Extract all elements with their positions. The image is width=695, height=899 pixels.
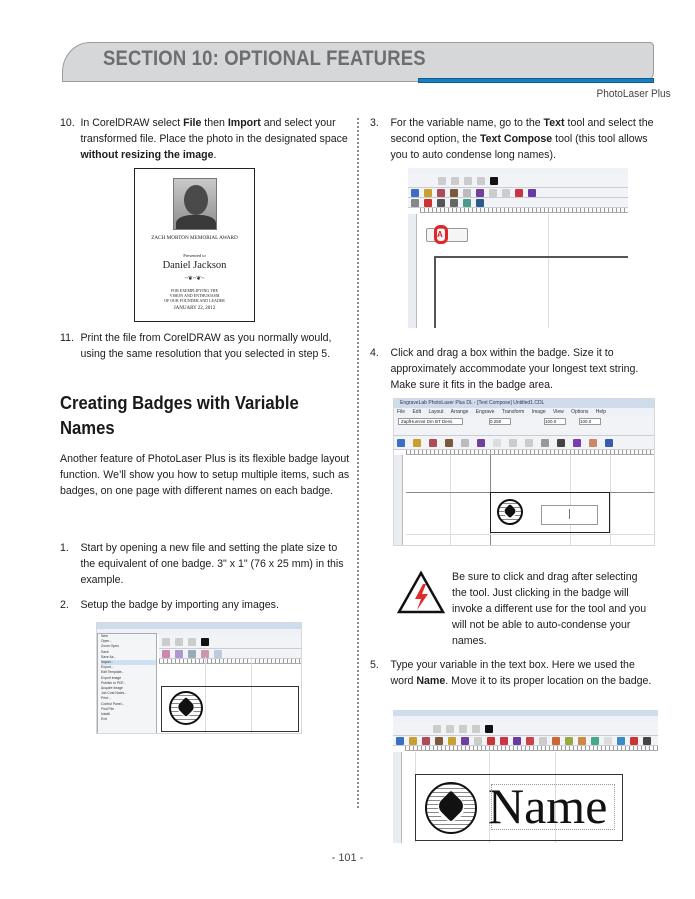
step-4: 4. Click and drag a box within the badge. Size it to approximately accommodate your longest text string. Make sure it fits in the badge area. (370, 347, 639, 391)
citation: FOR EXEMPLIFYING THE VISION AND ENTHUSIASM OF OUR FOUNDER AND LEADER (164, 288, 225, 303)
portrait-photo (173, 178, 217, 230)
toolbox[interactable] (394, 455, 403, 546)
selection-handles[interactable] (491, 784, 615, 830)
step-2: 2. Setup the badge by importing any images. (60, 599, 279, 611)
name-text-screenshot (393, 710, 658, 843)
recipient-name: Daniel Jackson (162, 260, 227, 271)
font-select[interactable]: ZapfHumnst Dm BT Demi (398, 418, 463, 425)
intro-paragraph: Another feature of PhotoLaser Plus is its flexible badge layout function. We’ll show you how to setup multiple items, such as badges, on one page with different names on each badge. (60, 453, 350, 497)
toolbox[interactable] (408, 214, 417, 328)
name-variable-text[interactable]: Name (488, 778, 608, 834)
warning-lightning-icon (397, 570, 445, 614)
step-3: 3. For the variable name, go to the Text tool and select the second option, the Text Compose tool (this tool allows you to auto condense long names). (370, 117, 654, 161)
size-field[interactable]: 0.250 (489, 418, 511, 425)
menu-item-import: Import... (101, 660, 156, 665)
window-title: EngraveLab PhotoLaser Plus DL - [Text Compose] Untitled1.CDL (394, 399, 654, 408)
text-cursor (569, 509, 570, 519)
warning-text: Be sure to click and drag after selecting the tool. Just clicking in the badge will invoke a different use for the tool and you will not be able to auto-condense your names. (452, 571, 647, 647)
menu-bar[interactable]: File Edit Layout Arrange Engrave Transform Image View Options Help (394, 408, 654, 416)
text-box-screenshot (393, 398, 655, 546)
file-menu-screenshot (96, 622, 302, 734)
text-compose-icon[interactable]: A (437, 230, 443, 239)
scale-field-2[interactable]: 100.0 (579, 418, 601, 425)
award-name: ZACH MORTON MEMORIAL AWARD (151, 235, 238, 241)
file-menu[interactable]: New Open... Zoom Open Save Save As... Import... Export... Edit Template... Export Image Publish to PDF... Acquire Image Job Cost Notes... Print... Control Panel... Find File Install Exit (97, 633, 157, 734)
logo-seal (497, 499, 523, 525)
toolbox[interactable] (393, 752, 402, 843)
step-11: 11. Print the file from CorelDRAW as you normally would, using the same resolution that you selected in step 5. (60, 332, 332, 360)
ornament: ~❦~❦~ (184, 276, 205, 282)
step-1: 1. Start by opening a new file and setting the plate size to the equivalent of one badge. 3" x 1" (76 x 25 mm) in this example. (60, 542, 344, 586)
section-title: SECTION 10: OPTIONAL FEATURES (103, 47, 426, 70)
logo-seal (425, 782, 477, 834)
page-number: - 101 - (331, 852, 364, 864)
product-name: PhotoLaser Plus (596, 88, 671, 100)
logo-seal (169, 691, 203, 725)
presented-to: Presented to (183, 253, 206, 258)
step-5: 5. Type your variable in the text box. Here we used the word Name. Move it to its proper location on the badge. (370, 659, 652, 687)
text-tool-screenshot (408, 168, 628, 328)
badge-outline (434, 256, 628, 328)
award-certificate-image (134, 168, 255, 322)
header-accent-bar (418, 78, 654, 83)
award-date: JANUARY 22, 2012 (173, 306, 216, 311)
step-10: 10. In CorelDRAW select File then Import and select your transformed file. Place the photo in the designated space without resizing the image. (60, 117, 348, 161)
scale-field-1[interactable]: 100.0 (544, 418, 566, 425)
section-heading: Creating Badges with Variable Names (60, 392, 299, 438)
column-divider (357, 118, 359, 808)
